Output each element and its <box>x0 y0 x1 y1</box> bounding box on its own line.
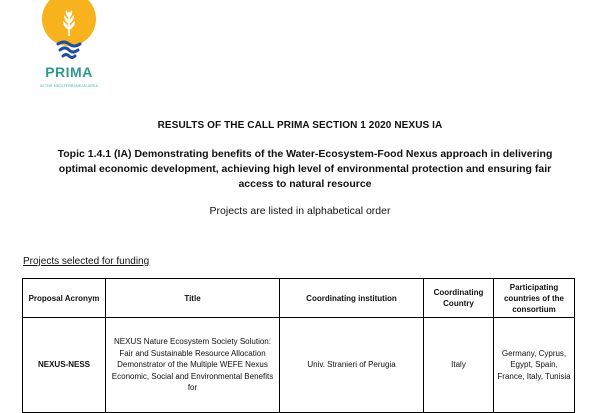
table-header-row <box>23 279 575 318</box>
order-note: Projects are listed in alphabetical order <box>209 205 391 217</box>
cell-acronym: NEXUS-NESS <box>23 318 106 413</box>
section-title: Projects selected for funding <box>23 256 150 267</box>
topic-description: Topic 1.4.1 (IA) Demonstrating benefits of the Water-Ecosystem-Food Nexus approach in delivering optimal economic development, achieving high level of environmental protection and ensuring fair access to natural resource <box>57 148 553 190</box>
cell-institution: Univ. Stranieri of Perugia <box>280 318 424 413</box>
cell-partners: Germany, Cyprus, Egypt, Spain, France, Italy, Tunisia <box>494 318 575 413</box>
projects-table <box>22 278 575 413</box>
document-heading: RESULTS OF THE CALL PRIMA SECTION 1 2020 NEXUS IA <box>157 120 443 131</box>
header-coordinating-country: Coordinating Country <box>424 279 494 318</box>
header-participating-countries: Participating countries of the consortium <box>494 279 575 318</box>
header-proposal-acronym: Proposal Acronym <box>23 279 106 318</box>
header-title: Title <box>106 279 280 318</box>
table-row <box>23 318 575 413</box>
header-coordinating-institution: Coordinating institution <box>280 279 424 318</box>
cell-country: Italy <box>424 318 494 413</box>
logo-wordmark: PRIMA <box>45 64 93 80</box>
cell-title: NEXUS Nature Ecosystem Society Solution: Fair and Sustainable Resource Allocation Demonstrator of the Multiple WEFE Nexus Economic, Social and Environmental Benefits for <box>106 318 280 413</box>
prima-sun-icon <box>30 0 108 64</box>
logo-tagline: IN THE MEDITERRANEAN AREA <box>39 84 99 88</box>
